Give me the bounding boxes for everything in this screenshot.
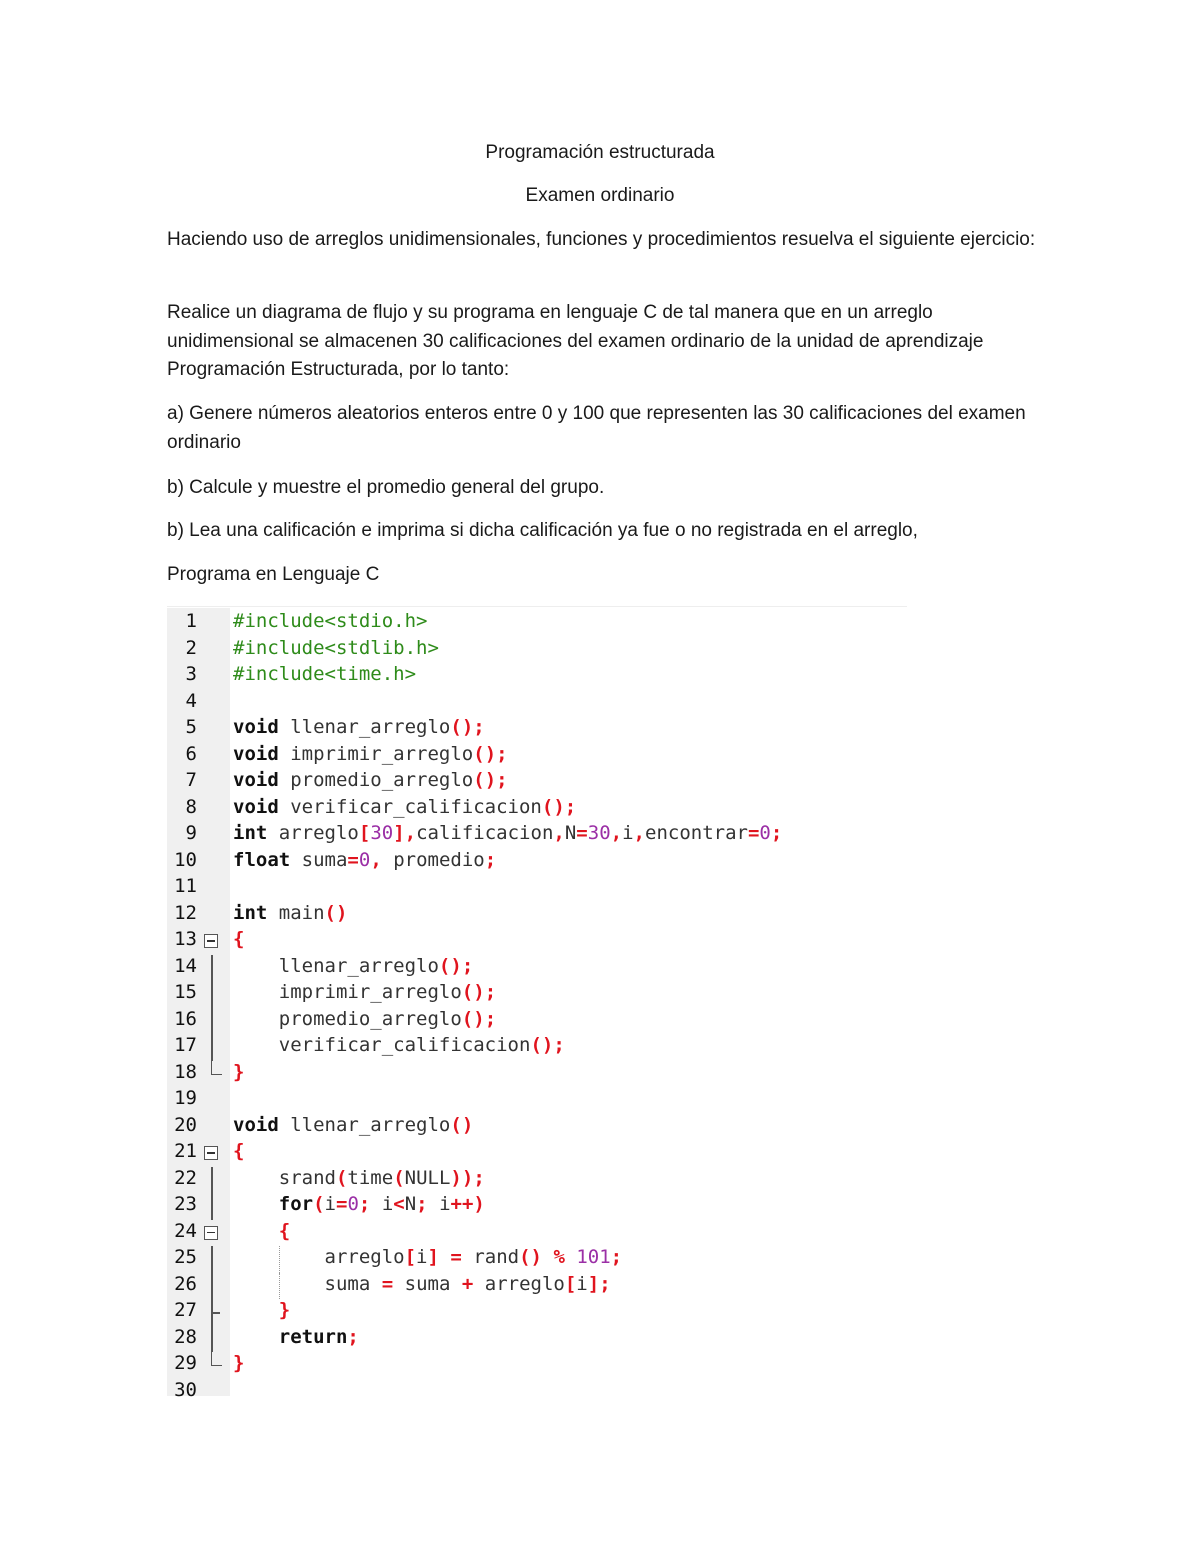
fold-marker [200,1167,230,1194]
code-line [167,1140,907,1167]
line-number: 10 [174,848,197,871]
line-number: 2 [185,636,197,659]
code-line [167,743,907,770]
code-text: for(i=0; i<N; i++) [278,1193,485,1215]
line-number: 20 [174,1113,197,1136]
code-text: int main() [233,901,348,924]
code-line [167,822,907,849]
fold-marker [200,1008,230,1035]
code-line [167,769,907,796]
line-number: 5 [185,716,197,738]
collapse-block-icon[interactable] [204,1146,218,1160]
line-number: 1 [185,610,197,632]
code-line [167,637,907,664]
collapse-block-icon[interactable] [204,1226,218,1240]
code-section-heading: Programa en Lenguaje C [167,564,380,585]
fold-guide-line [211,1352,222,1366]
line-number: 12 [174,901,197,924]
code-text: return; [278,1325,359,1348]
code-line [167,1246,907,1273]
fold-marker [200,1061,230,1088]
paragraph-instructions: Haciendo uso de arreglos unidimensionales, funciones y procedimientos resuelva el siguiente ejercicio: [167,229,1036,250]
fold-marker [200,1326,230,1353]
code-line [167,1114,907,1141]
line-number: 7 [185,769,197,791]
fold-guide-line [211,1034,213,1061]
fold-guide-line [211,955,213,982]
code-text: void promedio_arreglo(); [233,769,508,791]
fold-guide-line [211,1061,222,1075]
code-text: int arreglo[30],calificacion,N=30,i,encontrar=0; [233,822,783,844]
code-top-border [167,606,907,607]
line-number: 9 [185,822,197,844]
line-number: 8 [185,795,197,818]
line-number: 4 [185,689,197,712]
line-number: 24 [174,1219,197,1242]
fold-marker [200,1352,230,1379]
code-line [167,1220,907,1247]
line-number: 6 [185,742,197,765]
code-text: void verificar_calificacion(); [233,795,577,818]
code-line [167,1034,907,1061]
line-number: 16 [174,1007,197,1030]
fold-marker [200,981,230,1008]
line-number: 22 [174,1166,197,1189]
code-line [167,1326,907,1353]
code-line [167,1352,907,1379]
fold-guide-line [211,1326,213,1353]
code-text: arreglo[i] = rand() % 101; [324,1246,623,1268]
fold-guide-line [211,1299,213,1326]
code-line [167,1167,907,1194]
code-line [167,1299,907,1326]
code-text: promedio_arreglo(); [278,1007,497,1030]
code-text: void llenar_arreglo(); [233,716,485,738]
fold-guide-line [211,1193,213,1220]
fold-marker [200,1140,230,1167]
code-text: void llenar_arreglo() [233,1113,474,1136]
line-number: 17 [174,1034,197,1056]
fold-marker [200,928,230,955]
line-number: 11 [174,875,197,897]
paragraph-item-b2: b) Lea una calificación e imprima si dicha calificación ya fue o no registrada en el arreglo, [167,520,918,541]
code-listing [167,606,907,1401]
code-text: srand(time(NULL)); [278,1166,485,1189]
line-number: 14 [174,954,197,977]
fold-marker [200,1220,230,1247]
line-number: 23 [174,1193,197,1215]
fold-guide-line [211,981,213,1008]
line-number: 13 [174,928,197,950]
fold-marker [200,1034,230,1061]
fold-guide-line [211,1167,213,1194]
code-line [167,875,907,902]
code-line [167,902,907,929]
line-number: 29 [174,1352,197,1374]
fold-guide-line [211,1008,213,1035]
code-line [167,610,907,637]
code-line [167,1061,907,1088]
code-text: llenar_arreglo(); [278,954,474,977]
code-text: } [278,1299,291,1321]
code-text: float suma=0, promedio; [233,848,497,871]
line-number: 26 [174,1272,197,1295]
collapse-block-icon[interactable] [204,934,218,948]
paragraph-item-a: a) Genere números aleatorios enteros entre 0 y 100 que representen las 30 calificaciones del examen ordinario [167,403,1026,453]
document-title: Programación estructurada [485,142,715,163]
code-text: suma = suma + arreglo[i]; [324,1272,611,1295]
line-number: 19 [174,1087,197,1109]
line-number: 28 [174,1325,197,1348]
code-text: } [233,1060,245,1083]
code-text: { [233,1140,245,1162]
fold-marker [200,955,230,982]
code-line [167,1008,907,1035]
code-text: imprimir_arreglo(); [278,981,497,1003]
line-number: 30 [174,1378,197,1401]
fold-marker [200,1273,230,1300]
code-line [167,981,907,1008]
code-line [167,796,907,823]
code-text: verificar_calificacion(); [278,1034,565,1056]
code-line [167,1273,907,1300]
line-number: 27 [174,1299,197,1321]
paragraph-problem: Realice un diagrama de flujo y su programa en lenguaje C de tal manera que en un arreglo unidimensional se almacenen 30 calificaciones del examen ordinario de la unidad de aprendizaje Programación Estructurada, por lo tanto: [167,302,984,380]
line-number: 21 [174,1140,197,1162]
code-line [167,955,907,982]
fold-guide-line [211,1246,213,1273]
fold-guide-line [211,1273,213,1300]
document-subtitle: Examen ordinario [525,185,675,206]
code-line [167,716,907,743]
fold-marker [200,1193,230,1220]
code-text: } [233,1352,245,1374]
fold-marker [200,1246,230,1273]
code-text: { [278,1219,291,1242]
code-line [167,690,907,717]
code-text: #include<stdlib.h> [233,636,439,659]
code-text: void imprimir_arreglo(); [233,742,508,765]
code-line [167,1087,907,1114]
code-text: { [233,928,245,950]
code-text: #include<time.h> [233,663,417,685]
paragraph-item-b1: b) Calcule y muestre el promedio general del grupo. [167,477,605,498]
code-line [167,1379,907,1406]
fold-marker [200,1299,230,1326]
code-line [167,928,907,955]
line-number: 18 [174,1060,197,1083]
line-number: 15 [174,981,197,1003]
code-line [167,849,907,876]
code-line [167,1193,907,1220]
line-number: 25 [174,1246,197,1268]
code-text: #include<stdio.h> [233,610,428,632]
code-line [167,663,907,690]
line-number: 3 [185,663,197,685]
